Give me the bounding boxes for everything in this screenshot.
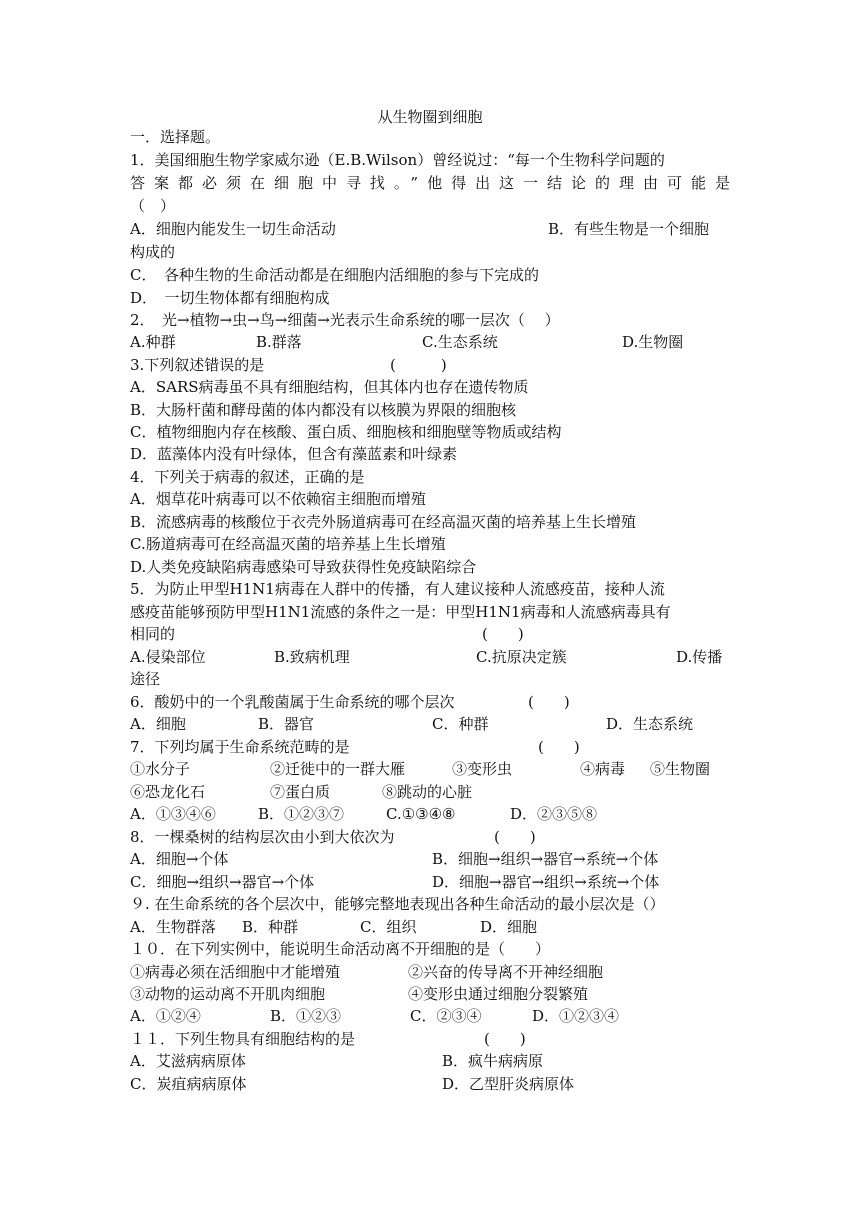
q1-option-a: A．细胞内能发生一切生命活动 <box>130 220 336 238</box>
q9-option-a: A．生物群落 <box>130 918 216 936</box>
q4-option-a: A．烟草花叶病毒可以不依赖宿主细胞而增殖 <box>130 490 426 508</box>
q6-paren: ( ) <box>528 693 570 711</box>
q7-item-3: ③变形虫 <box>452 760 513 778</box>
q5-option-d: D.传播 <box>676 648 723 666</box>
q3-stem-row <box>130 354 730 377</box>
q7-stem-row <box>130 736 730 759</box>
q11-options-ab <box>130 1050 730 1073</box>
q1-option-b: B．有些生物是一个细胞 <box>548 220 710 238</box>
q10-item-2: ②兴奋的传导离不开神经细胞 <box>408 963 604 981</box>
q2-option-c: C.生态系统 <box>422 333 498 351</box>
q5-stem-line2: 感疫苗能够预防甲型H1N1流感的条件之一是：甲型H1N1病毒和人流感病毒具有 <box>130 603 671 621</box>
q10-stem: １０．在下列实例中，能说明生命活动离不开细胞的是（ ） <box>130 940 551 958</box>
q2-option-b: B.群落 <box>256 333 302 351</box>
q11-stem: １１．下列生物具有细胞结构的是 <box>130 1030 356 1048</box>
q6-option-a: A．细胞 <box>130 715 186 733</box>
q1-stem-line1: 1．美国细胞生物学家威尔逊（E.B.Wilson）曾经说过：“每一个生物科学问题的 <box>130 151 665 169</box>
q3-paren: ( ) <box>390 356 447 374</box>
q10-options <box>130 1005 730 1028</box>
q10-option-a: A．①②④ <box>130 1007 201 1025</box>
q10-item-1: ①病毒必须在活细胞中才能增殖 <box>130 963 341 981</box>
q3-stem: 3.下列叙述错误的是 <box>130 356 265 374</box>
q6-stem-row <box>130 691 730 714</box>
q7-option-d: D．②③⑤⑧ <box>510 805 598 823</box>
q5-stem-line3: 相同的 <box>130 625 176 643</box>
q6-option-b: B．器官 <box>258 715 315 733</box>
q5-option-c: C.抗原决定簇 <box>476 648 567 666</box>
q10-items-row2 <box>130 983 730 1006</box>
q5-paren: ( ) <box>482 625 524 643</box>
q11-paren: ( ) <box>484 1030 526 1048</box>
q10-item-4: ④变形虫通过细胞分裂繁殖 <box>408 985 589 1003</box>
q8-option-b: B．细胞→组织→器官→系统→个体 <box>432 850 659 868</box>
q2-stem: 2． 光→植物→虫→鸟→细菌→光表示生命系统的哪一层次（ ） <box>130 311 560 329</box>
q6-option-c: C．种群 <box>432 715 489 733</box>
q7-item-8: ⑧跳动的心脏 <box>382 783 473 801</box>
q9-option-c: C．组织 <box>360 918 417 936</box>
q5-option-a: A.侵染部位 <box>130 648 206 666</box>
q10-items-row1 <box>130 961 730 984</box>
q7-item-1: ①水分子 <box>130 760 191 778</box>
q8-options-cd <box>130 871 730 894</box>
q6-stem: 6．酸奶中的一个乳酸菌属于生命系统的哪个层次 <box>130 693 455 711</box>
q3-option-d: D．蓝藻体内没有叶绿体，但含有藻蓝素和叶绿素 <box>130 445 458 463</box>
q9-option-d: D．细胞 <box>480 918 538 936</box>
q7-item-6: ⑥恐龙化石 <box>130 783 206 801</box>
q7-item-2: ②迁徙中的一群大雁 <box>270 760 406 778</box>
q11-option-c: C．炭疽病病原体 <box>130 1075 247 1093</box>
q1-stem-line2: 答案都必须在细胞中寻找。”他得出这一结论的理由可能是 <box>130 174 730 192</box>
q11-option-b: B．疯牛病病原 <box>442 1052 544 1070</box>
q7-option-a: A．①③④⑥ <box>130 805 216 823</box>
q1-paren: （ ） <box>130 197 176 215</box>
q10-item-3: ③动物的运动离不开肌肉细胞 <box>130 985 326 1003</box>
q5-option-d-cont: 途径 <box>130 670 161 688</box>
q5-option-b: B.致病机理 <box>274 648 350 666</box>
q7-option-b: B．①②③⑦ <box>258 805 345 823</box>
q7-stem: 7．下列均属于生命系统范畴的是 <box>130 738 350 756</box>
q9-options <box>130 916 730 939</box>
q2-option-d: D.生物圈 <box>622 333 684 351</box>
q11-stem-row <box>130 1028 730 1051</box>
q5-stem-row3 <box>130 623 730 646</box>
q8-stem: 8．一棵桑树的结构层次由小到大依次为 <box>130 828 395 846</box>
q1-option-d: D． 一切生物体都有细胞构成 <box>130 289 330 307</box>
q4-option-b: B．流感病毒的核酸位于衣壳外肠道病毒可在经高温灭菌的培养基上生长增殖 <box>130 513 637 531</box>
q8-options-ab <box>130 848 730 871</box>
q9-stem: ９. 在生命系统的各个层次中，能够完整地表现出各种生命活动的最小层次是（） <box>130 895 665 913</box>
q11-options-cd <box>130 1073 730 1096</box>
q8-option-c: C．细胞→组织→器官→个体 <box>130 873 315 891</box>
q10-option-b: B．①②③ <box>270 1007 342 1025</box>
q8-paren: ( ) <box>494 828 536 846</box>
q7-item-5: ⑤生物圈 <box>650 760 711 778</box>
q11-option-d: D．乙型肝炎病原体 <box>442 1075 575 1093</box>
q3-option-a: A．SARS病毒虽不具有细胞结构，但其体内也存在遗传物质 <box>130 378 529 396</box>
q8-option-a: A．细胞→个体 <box>130 850 229 868</box>
q3-option-b: B．大肠杆菌和酵母菌的体内都没有以核膜为界限的细胞核 <box>130 401 517 419</box>
q4-option-c: C.肠道病毒可在经高温灭菌的培养基上生长增殖 <box>130 535 446 553</box>
q11-option-a: A．艾滋病病原体 <box>130 1052 246 1070</box>
q7-items-row1 <box>130 758 730 781</box>
q7-options <box>130 803 730 826</box>
q3-option-c: C．植物细胞内存在核酸、蛋白质、细胞核和细胞壁等物质或结构 <box>130 423 562 441</box>
q8-option-d: D．细胞→器官→组织→系统→个体 <box>432 873 660 891</box>
q7-paren: ( ) <box>538 738 580 756</box>
q1-options-ab <box>130 218 730 241</box>
q1-option-b-cont: 构成的 <box>130 243 176 261</box>
q6-option-d: D．生态系统 <box>606 715 694 733</box>
q5-options <box>130 646 730 669</box>
q2-options <box>130 331 730 354</box>
document-title: 从生物圈到细胞 <box>377 108 483 126</box>
q10-option-d: D．①②③④ <box>532 1007 620 1025</box>
q4-option-d: D.人类免疫缺陷病毒感染可导致获得性免疫缺陷综合 <box>130 558 477 576</box>
q8-stem-row <box>130 826 730 849</box>
q9-option-b: B．种群 <box>242 918 299 936</box>
section-heading: 一．选择题。 <box>130 128 221 146</box>
q6-options <box>130 713 730 736</box>
q7-items-row2 <box>130 781 730 804</box>
q10-option-c: C．②③④ <box>410 1007 482 1025</box>
q4-stem: 4．下列关于病毒的叙述，正确的是 <box>130 468 365 486</box>
q2-option-a: A.种群 <box>130 333 176 351</box>
q1-option-c: C． 各种生物的生命活动都是在细胞内活细胞的参与下完成的 <box>130 266 539 284</box>
q7-item-7: ⑦蛋白质 <box>270 783 331 801</box>
q5-stem-line1: 5．为防止甲型H1N1病毒在人群中的传播，有人建议接种人流感疫苗，接种人流 <box>130 580 665 598</box>
q7-item-4: ④病毒 <box>580 760 626 778</box>
q7-option-c: C.①③④⑧ <box>386 805 456 823</box>
